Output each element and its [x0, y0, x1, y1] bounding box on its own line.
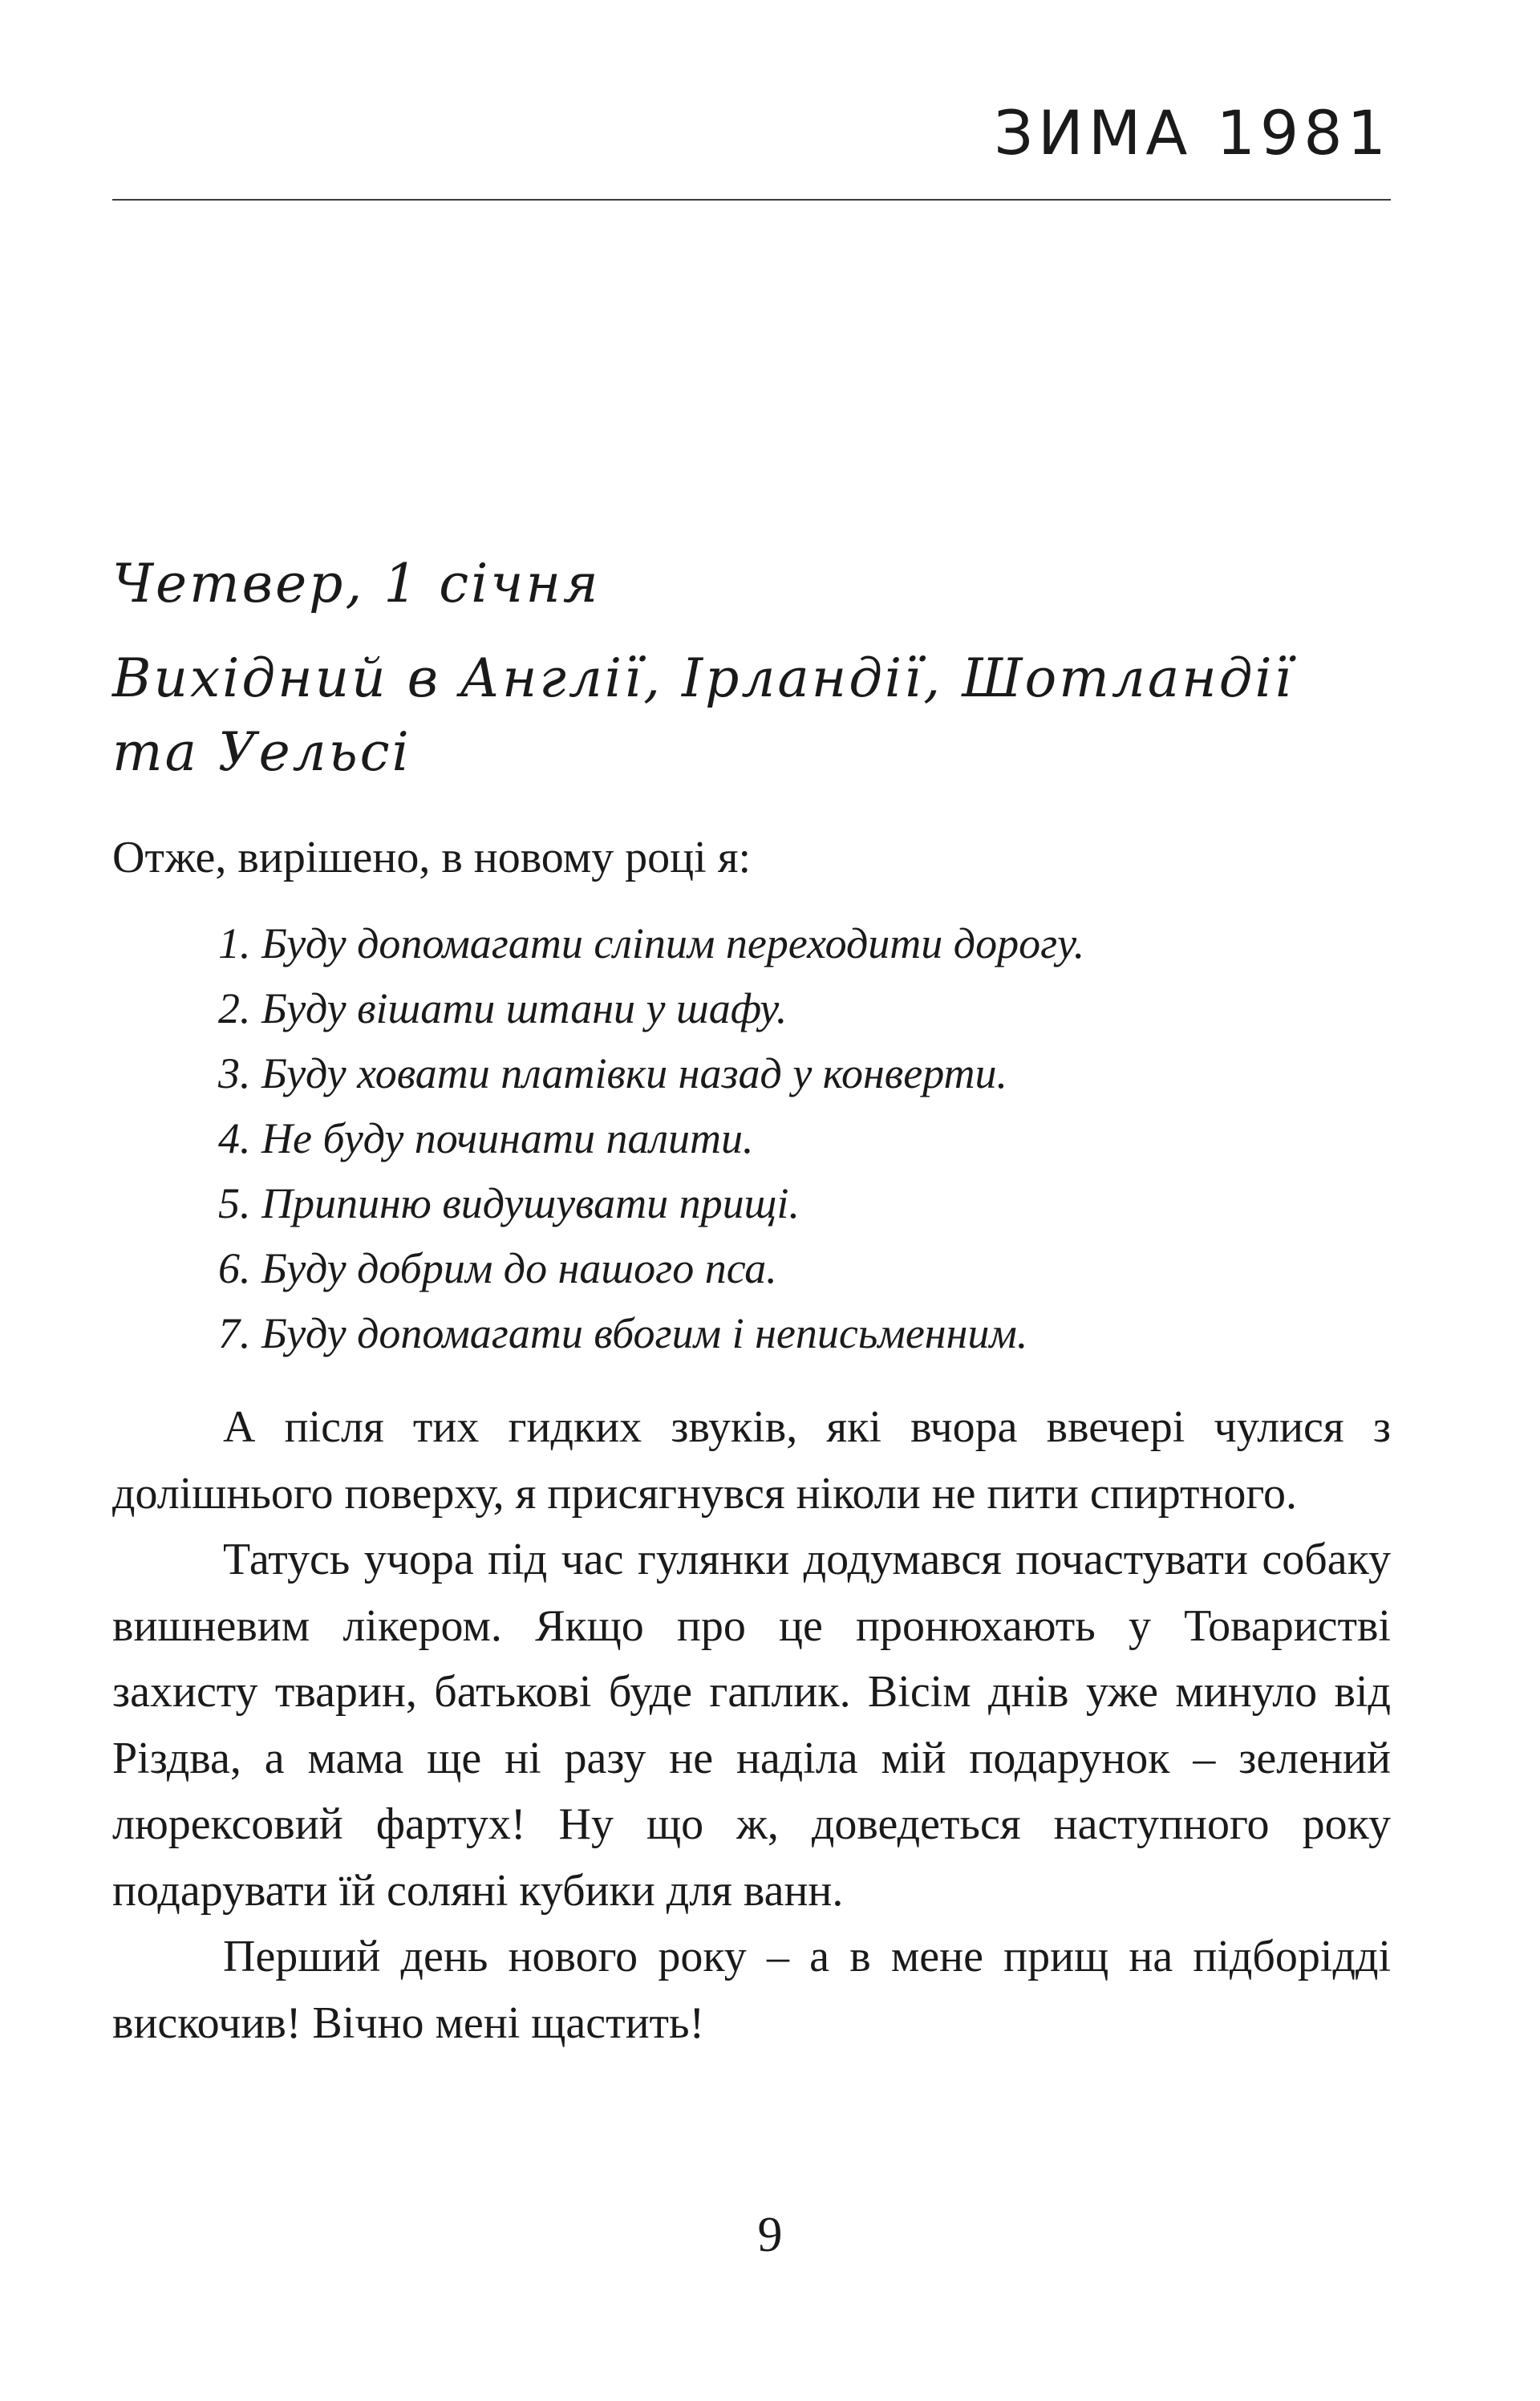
- diary-prose: [112, 1394, 1391, 2056]
- resolution-item: 5. Припиню видушувати прищі.: [218, 1179, 800, 1227]
- paragraph-no-drinking: А після тих гидких звуків, які вчора ввечері чулися з долішнього поверху, я присягнувся ніколи не пити спиртного.: [112, 1402, 1391, 1519]
- paragraph-spot: Перший день нового року – а в мене прищ на підборідді вискочив! Вічно мені щастить!: [112, 1932, 1391, 2048]
- resolution-item: 7. Буду допомагати вбогим і неписьменним.: [218, 1309, 1028, 1357]
- running-header-title: ЗИМА 1981: [994, 97, 1391, 168]
- resolution-item: 1. Буду допомагати сліпим переходити дорогу.: [218, 919, 1085, 967]
- page-number: 9: [757, 2208, 783, 2262]
- resolutions-intro: Отже, вирішено, в новому році я:: [112, 833, 752, 882]
- resolutions-list: [218, 911, 1084, 1366]
- resolution-item: 3. Буду ховати платівки назад у конверти.: [218, 1049, 1007, 1097]
- header-divider: [112, 199, 1391, 201]
- resolution-item: 6. Буду добрим до нашого пса.: [218, 1244, 777, 1292]
- paragraph-dad-and-dog: Татусь учора під час гулянки додумався почастувати собаку вишневим лікером. Якщо про це пронюхають у Товаристві захисту тварин, батькові буде гаплик. Вісім днів уже минуло від Різдва, а мама ще ні разу не наділа мій подарунок – зелений люрексовий фартух! Ну що ж, доведеться наступного року подарувати їй соляні кубики для ванн.: [112, 1535, 1391, 1916]
- entry-date: Четвер, 1 січня: [112, 553, 601, 614]
- resolution-item: 2. Буду вішати штани у шафу.: [218, 984, 788, 1032]
- resolution-item: 4. Не буду починати палити.: [218, 1114, 754, 1162]
- entry-holiday-note: Вихідний в Англії, Ірландії, Шотландії та Уельсі: [112, 647, 1294, 783]
